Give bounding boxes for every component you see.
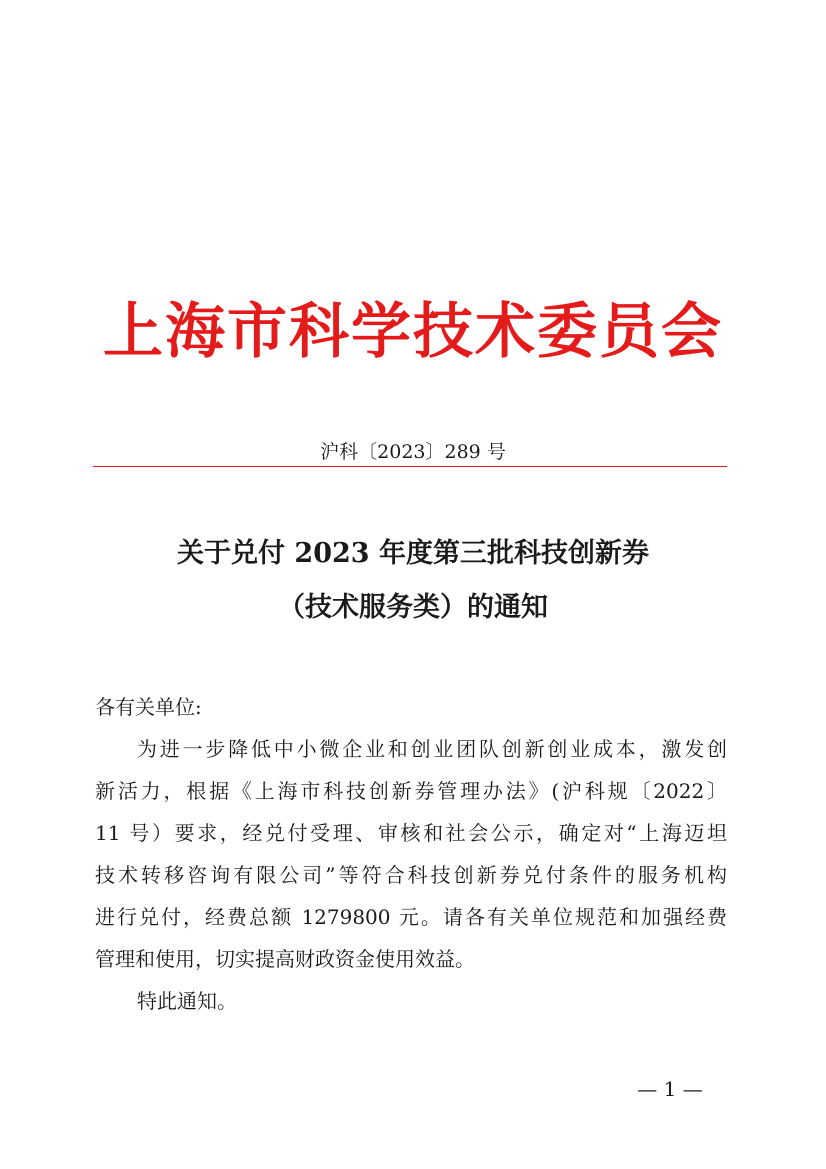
body-line: 技术转移咨询有限公司”等符合科技创新券兑付条件的服务机构 bbox=[95, 863, 727, 887]
page-number: — 1 — bbox=[637, 1077, 703, 1101]
issuer-masthead: 上海市科学技术委员会 bbox=[103, 297, 723, 367]
body-line: 管理和使用，切实提高财政资金使用效益。 bbox=[95, 947, 475, 971]
body-line: 新活力，根据《上海市科技创新券管理办法》(沪科规〔2022〕 bbox=[95, 779, 727, 803]
body-line: 11 号）要求，经兑付受理、审核和社会公示，确定对“上海迈坦 bbox=[95, 821, 727, 845]
body-line: 进行兑付，经费总额 1279800 元。请各有关单位规范和加强经费 bbox=[95, 905, 727, 929]
document-title-line-2: （技术服务类）的通知 bbox=[278, 592, 548, 623]
document-number: 沪科〔2023〕289 号 bbox=[320, 441, 506, 463]
closing-remark: 特此通知。 bbox=[137, 989, 237, 1013]
red-divider-line bbox=[93, 466, 727, 467]
salutation: 各有关单位: bbox=[95, 695, 202, 719]
document-title-line-1: 关于兑付 2023 年度第三批科技创新券 bbox=[177, 538, 649, 569]
body-line: 为进一步降低中小微企业和创业团队创新创业成本，激发创 bbox=[137, 737, 727, 761]
